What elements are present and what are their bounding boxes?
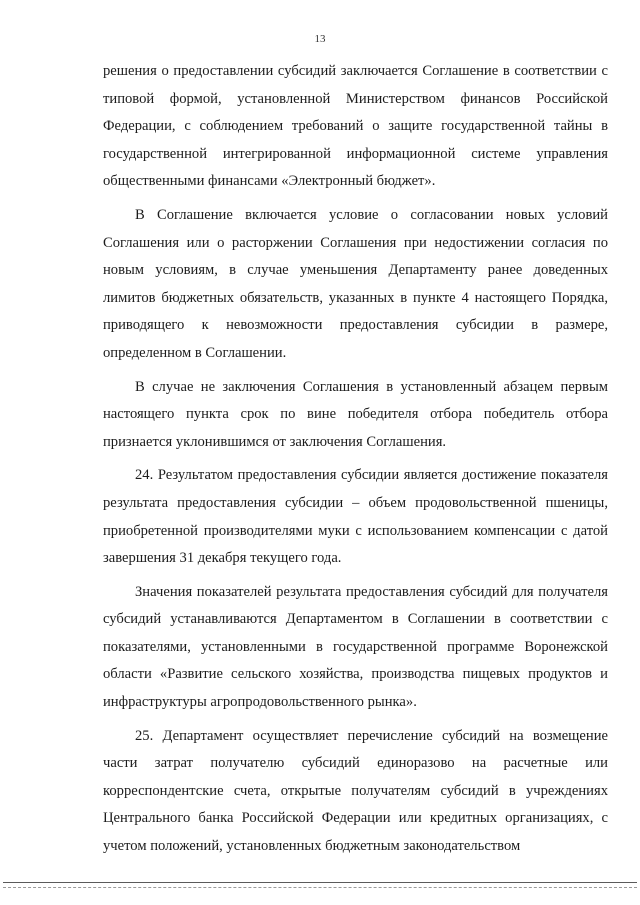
paragraph-agreement-evasion: В случае не заключения Соглашения в установленный абзацем первым настоящего пункта срок по вине победителя отбора победитель отбора признается уклонившимся от заключения Соглашения. xyxy=(103,378,608,450)
page-bottom-rule xyxy=(3,882,637,883)
paragraph-clause-25-transfer: 25. Департамент осуществляет перечисление субсидий на возмещение части затрат получателю субсидий единоразово на расчетные или корреспондентские счета, открытые получателям субсидий в учреждениях Центрального банка Российской Федерации или кредитных организациях, с учетом положений, установленных бюджетным законодательством xyxy=(103,727,608,855)
document-body xyxy=(103,58,608,861)
page-bottom-scan-edge xyxy=(3,887,637,888)
paragraph-indicator-values: Значения показателей результата предоставления субсидий для получателя субсидий устанавливаются Департаментом в Соглашении в соответствии с показателями, установленными в государственной программе Воронежской области «Развитие сельского хозяйства, производства пищевых продуктов и инфраструктуры агропродовольственного рынка». xyxy=(103,583,608,711)
paragraph-agreement-conditions: В Соглашение включается условие о согласовании новых условий Соглашения или о расторжении Соглашения при недостижении согласия по новым условиям, в случае уменьшения Департаменту ранее доведенных лимитов бюджетных обязательств, указанных в пункте 4 настоящего Порядка, приводящего к невозможности предоставления субсидии в размере, определенном в Соглашении. xyxy=(103,206,608,361)
paragraph-agreement-conclusion: решения о предоставлении субсидий заключается Соглашение в соответствии с типовой формой, установленной Министерством финансов Российской Федерации, с соблюдением требований о защите государственной тайны в государственной интегрированной информационной системе управления общественными финансами «Электронный бюджет». xyxy=(103,63,608,190)
page-number: 13 xyxy=(314,33,326,45)
paragraph-clause-24-result: 24. Результатом предоставления субсидии является достижение показателя результата предоставления субсидии – объем продовольственной пшеницы, приобретенной производителями муки с использованием компенсации с датой завершения 31 декабря текущего года. xyxy=(103,467,608,567)
